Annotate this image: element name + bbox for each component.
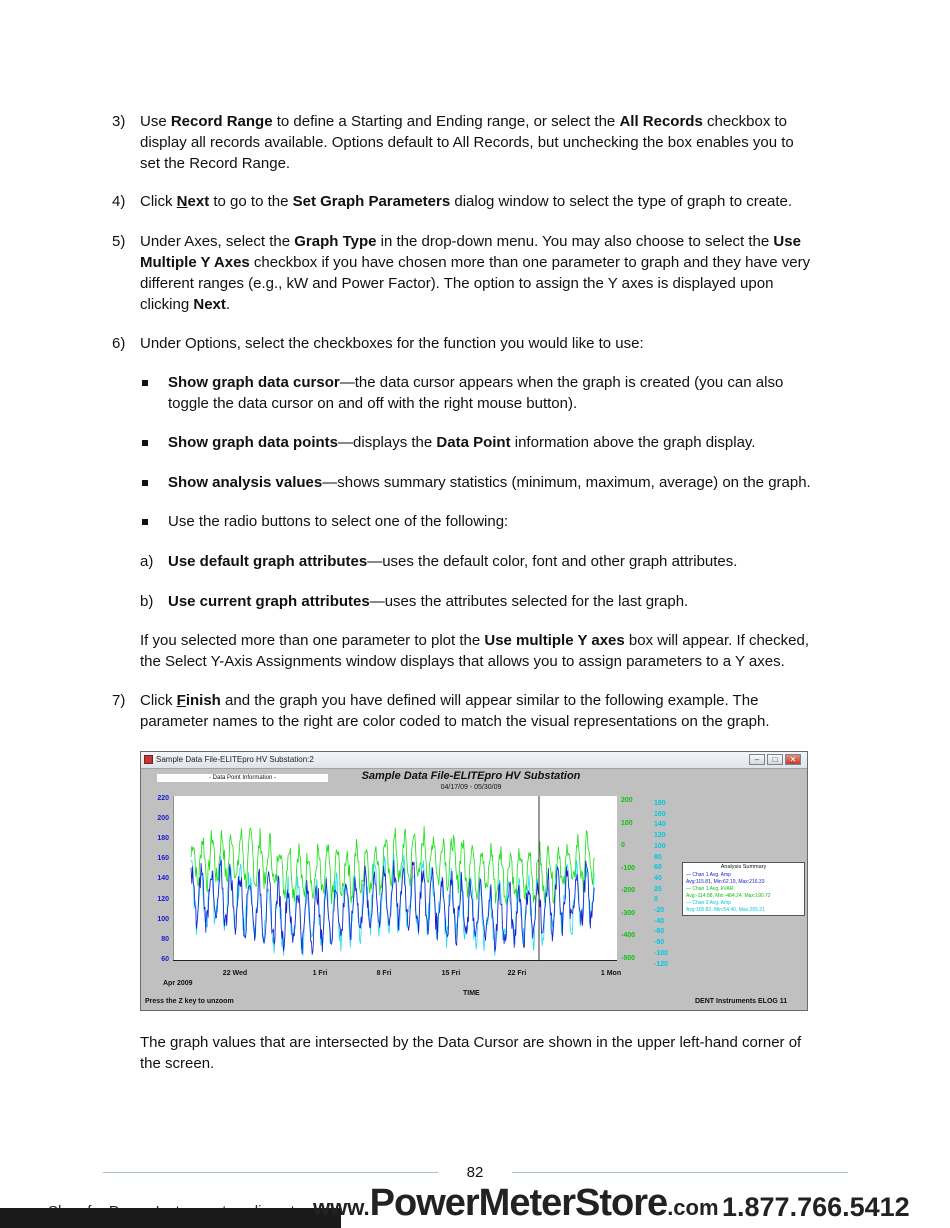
axis-tick-label: -120 [654,960,669,968]
axis-tick-label: -60 [654,928,665,936]
footer-phone: 1.877.766.5412 [722,1192,910,1222]
axis-tick-label: 80 [161,935,169,943]
axis-tick-label: 160 [157,855,169,863]
analysis-line: — Chan 1 Avg. kVAR [686,886,734,892]
axis-tick-label: 0 [621,842,625,849]
axis-tick-label: 0 [654,896,658,904]
analysis-line: Avg:-114.88, Min:-484.24, Max:190.72 [686,893,771,899]
axis-tick-label: 160 [654,810,666,818]
close-button[interactable]: ✕ [785,754,801,765]
x-tick-label: 8 Fri [376,970,392,977]
graph-caption: The graph values that are intersected by the Data Cursor are shown in the upper left-hand corner of the screen. [140,1034,802,1072]
analysis-line: Avg:105.82, Min:54.40, Max:265.21 [686,907,765,913]
step-5-text: Under Axes, select the Graph Type in the drop-down menu. You may also choose to select the Use Multiple Y Axes checkbox if you have chosen more than one parameter to graph and they have very different ranges (e.g., kW and Power Factor). The option to assign the Y axes is displayed upon clicking Next. [140,233,811,313]
x-tick-label: 22 Wed [222,970,248,977]
x-tick-label: 1 Fri [312,970,328,977]
axis-tick-label: -300 [621,909,636,917]
step-number: 5) [112,233,126,250]
bullet-marker [142,519,148,525]
step-number: 4) [112,193,126,210]
axis-tick-label: -20 [654,907,665,914]
radio-option-text: Use default graph attributes—uses the default color, font and other graph attributes. [168,553,738,570]
axis-tick-label: 180 [654,800,666,807]
axis-tick-label: 100 [157,915,169,923]
graph-window-screenshot [140,751,808,1011]
window-titlebar [141,752,807,769]
analysis-summary-box [682,862,805,916]
axis-tick-label: 200 [157,815,169,823]
x-tick-label: 15 Fri [441,970,461,977]
axis-tick-label: 20 [654,885,662,893]
axis-tick-label: 80 [654,853,662,861]
step-number: 7) [112,692,126,709]
analysis-line: — Chan 1 Avg. Amp [686,872,731,878]
series-chan2-amp-line [191,854,594,956]
axis-tick-label: 60 [161,955,169,963]
bullet-marker [142,480,148,486]
plot-svg [173,796,617,961]
axis-tick-label: 100 [621,819,633,827]
option-letter: a) [140,553,154,570]
graph-date-range: 04/17/09 - 05/30/09 [440,784,502,791]
footer-rule-left [103,1172,438,1173]
axis-tick-label: 180 [157,835,169,843]
bullet-item: Show graph data cursor—the data cursor appears when the graph is created (you can also toggle the data cursor on and off with the right mouse button). [168,374,784,412]
plot-area[interactable] [173,796,617,961]
step-7-text: Click Finish and the graph you have defined will appear similar to the following example. The parameter names to the right are color coded to match the visual representations on the graph. [140,692,770,730]
axis-tick-label: 60 [654,864,662,872]
graph-title: Sample Data File-ELITEpro HV Substation [361,770,581,782]
step-4-text: Click Next to go to the Set Graph Parameters dialog window to select the type of graph to create. [140,193,793,210]
unzoom-hint: Press the Z key to unzoom [145,998,234,1005]
x-axis-sub-label: Apr 2009 [163,980,193,987]
analysis-line: Avg:115.81, Min:62.19, Max:216.33 [686,879,765,885]
analysis-line: — Chan 2 Avg. Amp [686,900,731,906]
bullet-marker [142,380,148,386]
x-tick-label: 1 Mon [600,970,622,977]
bullet-item: Show graph data points—displays the Data Point information above the graph display. [168,434,756,451]
axis-tick-label: -400 [621,932,636,939]
axis-tick-label: 120 [157,895,169,903]
axis-tick-label: 140 [157,875,169,883]
axis-tick-label: 40 [654,874,662,882]
axis-tick-label: 220 [157,795,169,802]
axis-tick-label: -500 [621,954,636,962]
x-tick-label: 22 Fri [507,970,527,977]
footer-rule-right [512,1172,848,1173]
axis-tick-label: -200 [621,887,636,894]
axis-tick-label: 120 [654,832,666,840]
data-point-info-box: - Data Point Information - [157,774,328,782]
footer-dark-bar [0,1208,341,1228]
bullet-item: Show analysis values—shows summary statistics (minimum, maximum, average) on the graph. [168,474,811,491]
axis-tick-label: -100 [654,949,669,957]
axis-tick-label: -40 [654,917,665,925]
axis-tick-label: 100 [654,842,666,850]
minimize-button[interactable]: – [749,754,765,765]
step-number: 6) [112,335,126,352]
step-number: 3) [112,113,126,130]
maximize-button[interactable]: □ [767,754,783,765]
analysis-summary-title: Analysis Summary [720,864,767,870]
step-6-text: Under Options, select the checkboxes for the function you would like to use: [140,335,644,352]
footer-website[interactable]: www.PowerMeterStore.com [313,1182,719,1224]
bullet-marker [142,440,148,446]
axis-tick-label: -100 [621,864,636,872]
app-icon [144,755,153,764]
step-3-text: Use Record Range to define a Starting and Ending range, or select the All Records checkbox to display all records available. Options default to All Records, but unchecking the box enables you to set the Record Range. [140,113,794,172]
window-title: Sample Data File-ELITEpro HV Substation:2 [156,755,314,764]
axis-tick-label: -80 [654,939,665,947]
page-number: 82 [466,1164,484,1181]
option-letter: b) [140,593,154,610]
axis-tick-label: 200 [621,797,633,804]
axis-tick-label: 140 [654,821,666,829]
bullet-item: Use the radio buttons to select one of the following: [168,513,509,530]
x-axis-title: TIME [463,990,480,997]
brand-label: DENT Instruments ELOG 11 [695,998,788,1005]
radio-option-text: Use current graph attributes—uses the attributes selected for the last graph. [168,593,689,610]
multiple-axes-paragraph: If you selected more than one parameter to plot the Use multiple Y axes box will appear. If checked, the Select Y-Axis Assignments window displays that allows you to assign parameters to a Y axes. [140,632,810,670]
